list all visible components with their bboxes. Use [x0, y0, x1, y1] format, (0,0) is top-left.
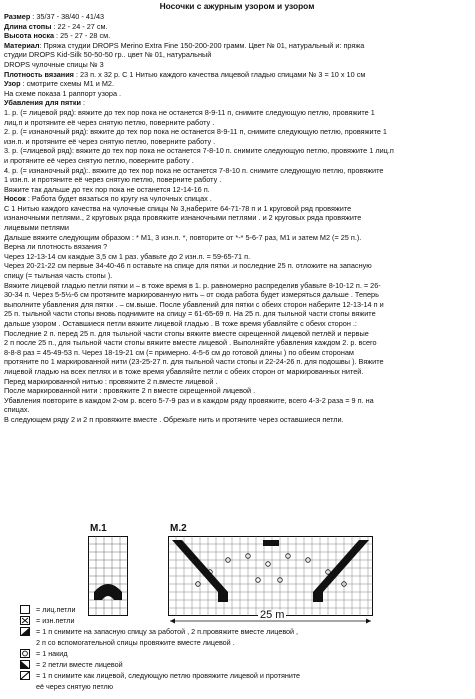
line-text: спицу (= тыльная часть стопы ).: [4, 271, 113, 281]
section-label: Размер: [4, 12, 31, 21]
line-text: : 25 - 27 - 28 см.: [54, 31, 111, 41]
instruction-line: [4, 252, 470, 262]
line-text: : 35/37 - 38/40 - 41/43: [30, 12, 105, 21]
instruction-line: [4, 156, 470, 166]
chart-legend: [20, 604, 460, 692]
line-text: 2 п после 25 п., для тыльной части стопы вяжите вместе лицевой . Выполняйте убавления каждом 2. р. всего: [4, 338, 377, 348]
line-text: Вяжите лицевой гладью петли пятки и – в тоже время в 1. р. равномерно распределив убавьте 8-10-12 п. = 26-: [4, 280, 381, 290]
legend-text: её через снятую петлю: [36, 682, 114, 691]
instruction-line: [4, 242, 470, 252]
instruction-line: [4, 89, 470, 99]
blank-square-icon: [20, 605, 30, 614]
line-text: После маркированной нити : провяжите 2 п вместе скрещенной лицевой .: [4, 386, 256, 396]
instruction-line: [4, 60, 470, 70]
line-text: : Пряжа студии DROPS Merino Extra Fine 150-200-200 грамм. Цвет № 01, натуральный и: пряжа: [39, 40, 365, 50]
section-label: Узор: [4, 79, 21, 89]
instruction-line: [4, 118, 470, 128]
line-text: DROPS чулочные спицы № 3: [4, 59, 104, 69]
legend-text: = 1 накид: [36, 649, 68, 658]
instruction-line: [4, 281, 470, 291]
line-text: Верна ли плотность вязания ?: [4, 242, 108, 252]
instruction-line: [4, 271, 470, 281]
circle-icon: [20, 649, 30, 658]
instruction-line: [4, 166, 470, 176]
cross-square-icon: [20, 616, 30, 625]
legend-text: = изн.петли: [36, 616, 75, 625]
line-text: : смотрите схемы М1 и М2.: [20, 79, 115, 89]
line-text: изнаночными петлями., 2 круговых ряда провяжите изнаночными петлями . и 2 круговых ряда провяжите: [4, 213, 362, 223]
instruction-line: [4, 319, 470, 329]
instruction-line: [4, 396, 470, 406]
line-text: протяните по 1 маркированной нити (23-25-27 п. для тыльной части стопы и 22-24-26 п. для подошвы ). Вяжите: [4, 357, 384, 367]
section-label: Носок: [4, 194, 26, 204]
line-text: дальше узором . Оставшиеся петли вяжите лицевой гладью . В тоже время убавляйте с обеих сторон .:: [4, 319, 357, 328]
instruction-line: [4, 79, 470, 89]
instruction-line: [4, 204, 470, 214]
line-text: лицевыми петлями: [4, 223, 69, 233]
legend-item: [20, 659, 460, 670]
page-title: Носочки с ажурным узором и узором: [159, 1, 315, 11]
instruction-line: [4, 309, 470, 319]
instruction-line: [4, 290, 470, 300]
instruction-line: [4, 357, 470, 367]
line-text: изн.п. и протяните её через снятую петлю, поверните работу .: [4, 136, 216, 146]
legend-text: = лиц.петли: [36, 605, 76, 614]
line-text: выполните убавления для пятки . – см.выше. После убавлений для пятки с обеих сторон наберите 12-13-14 п и: [4, 299, 384, 309]
line-text: На схеме показа 1 раппорт узора .: [4, 88, 122, 98]
section-label: Длина стопы: [4, 21, 52, 31]
line-text: Последние 2 п. перед 25 п. для тыльной части стопы вяжите вместе скрещенной лицевой петлёй и первые: [4, 328, 369, 338]
instruction-line: [4, 329, 470, 339]
line-text: лиц.п и протяните её через снятую петлю, поверните работу .: [4, 117, 215, 127]
legend-item: [20, 648, 460, 659]
instruction-line: [4, 98, 470, 108]
instruction-line: [4, 41, 470, 51]
line-text: : 23 п. х 32 р. С 1 Нитью каждого качества лицевой гладью спицами № 3 = 10 х 10 см: [73, 69, 366, 79]
line-text: : 22 - 24 - 27 см.: [51, 21, 108, 31]
line-text: студии DROPS Kid-Silk 50-50-50 гр.. цвет № 01, натуральный: [4, 50, 212, 60]
instruction-line: [4, 300, 470, 310]
instruction-line: [4, 70, 470, 80]
pattern-page: [4, 0, 470, 425]
legend-item: [20, 604, 460, 615]
line-text: С 1 Нитью каждого качества на чулочные спицы № 3,наберите 64-71-78 п и 1 круговой ряд провяжите: [4, 203, 352, 213]
legend-text: = 1 п снимите как лицевой, следующую петлю провяжите лицевой и протяните: [36, 671, 301, 680]
legend-item: [20, 681, 460, 692]
instruction-line: [4, 146, 470, 156]
line-text: 30-34 п. Через 5-5½-6 см протяните маркированную нить – от сюда работа будет измеряться дальше . Теперь: [4, 290, 379, 300]
instruction-line: [4, 50, 470, 60]
legend-spacer: [20, 638, 30, 647]
line-text: 8-8-8 раз = 45-49-53 п. Через 18-19-21 см (= примерно. 4-5-6 см до готовой длины ) по обеим сторонам: [4, 347, 354, 357]
instruction-line: [4, 194, 470, 204]
slash-icon: [20, 671, 30, 680]
instruction-line: [4, 386, 470, 396]
instruction-line: [4, 175, 470, 185]
line-text: Убавления повторите в каждом 2-ом р. всего 5-7-9 раз и в каждом ряду провяжите, всего 4-3-2 раза = 9 п. на: [4, 395, 374, 405]
instruction-line: [4, 405, 470, 415]
line-text: :: [81, 98, 86, 108]
chart-m1-title: М.1: [90, 523, 107, 534]
legend-item: [20, 626, 460, 637]
line-text: 25 п. тыльной части стопы вновь поднимите на спицу = 61-65-69 п. На 25 п. для тыльной части стопы вяжите: [4, 309, 376, 319]
instruction-line: [4, 377, 470, 387]
section-label: Материал: [4, 40, 40, 50]
instruction-line: [4, 213, 470, 223]
instruction-line: [4, 22, 470, 32]
line-text: спицах.: [4, 405, 30, 415]
line-text: Через 20-21-22 см первые 34-40-46 п оставьте на спице для пятки .и последние 25 п. отложите на запасную: [4, 261, 372, 271]
line-text: : Работа будет вязаться по кругу на чулочных спицах .: [25, 194, 212, 204]
line-text: 3. р. (=лицевой ряд): вяжите до тех пор пока не останется 7-8-10 п. снимите следующую петлю, провяжите 1 лиц.п: [4, 146, 394, 156]
legend-text: 2 п со вспомогательной спицы провяжите вместе лицевой .: [36, 638, 235, 647]
instruction-line: [4, 108, 470, 118]
section-label: Плотность вязания: [4, 69, 74, 79]
section-label: Высота носка: [4, 31, 55, 41]
triangle-right-icon: [20, 627, 30, 636]
line-text: Вяжите так дальше до тех пор пока не останется 12-14-16 п.: [4, 184, 210, 194]
instruction-line: [4, 348, 470, 358]
line-text: Перед маркированной нитью : провяжите 2 п.вместе лицевой .: [4, 376, 218, 386]
line-text: 1. р. (= лицевой ряд): вяжите до тех пор пока не останется 8-9-11 п, снимите следующую петлю, провяжите 1: [4, 107, 375, 117]
legend-text: = 2 петли вместе лицевой: [36, 660, 123, 669]
instruction-line: [4, 261, 470, 271]
instruction-line: [4, 233, 470, 243]
legend-spacer: [20, 682, 30, 691]
instruction-line: [4, 338, 470, 348]
instruction-line: [4, 12, 470, 22]
line-text: 2. р. (= изнаночный ряд): вяжите до тех пор пока не останется 8-9-11 п, снимите следующую петлю, провяжите 1: [4, 127, 387, 137]
instruction-line: [4, 185, 470, 195]
legend-item: [20, 637, 460, 648]
instruction-line: [4, 223, 470, 233]
instruction-line: [4, 137, 470, 147]
legend-item: [20, 670, 460, 681]
line-text: Через 12-13-14 см каждые 3,5 см 1 раз. убавьте до 2 изн.п. = 59-65-71 п.: [4, 251, 251, 261]
line-text: и протяните её через снятую петлю, поверните работу .: [4, 155, 194, 165]
line-text: В следующем ряду 2 и 2 п провяжите вместе . Обрежьте нить и протяните через оставшиеся петли.: [4, 414, 344, 424]
section-label: Убавления для пятки: [4, 98, 82, 108]
line-text: 4. р. (= изнаночный ряд):. вяжите до тех пор пока не останется 7-8-10 п. снимите следующую петлю, провяжите: [4, 165, 384, 175]
instruction-line: [4, 367, 470, 377]
line-text: лицевой гладью на всех петлях и в тоже время убавляйте петли с обеих сторон от маркированных нитей.: [4, 366, 364, 376]
chart-m2-width-label: 25 m: [260, 609, 285, 621]
instructions-text: [4, 12, 470, 425]
instruction-line: [4, 415, 470, 425]
legend-text: = 1 п снимите на запасную спицу за работой , 2 п.провяжите вместе лицевой ,: [36, 627, 299, 636]
line-text: 1 изн.п. и протяните её через снятую петлю, поверните работу .: [4, 175, 222, 185]
triangle-left-icon: [20, 660, 30, 669]
line-text: Дальше вяжите следующим образом : * М1, 3 изн.п. *, повторите от *-* 5-6-7 раз, М1 и затем М2 (= 25 п.).: [4, 232, 362, 242]
chart-m2-title: М.2: [170, 523, 187, 534]
instruction-line: [4, 31, 470, 41]
legend-item: [20, 615, 460, 626]
instruction-line: [4, 127, 470, 137]
